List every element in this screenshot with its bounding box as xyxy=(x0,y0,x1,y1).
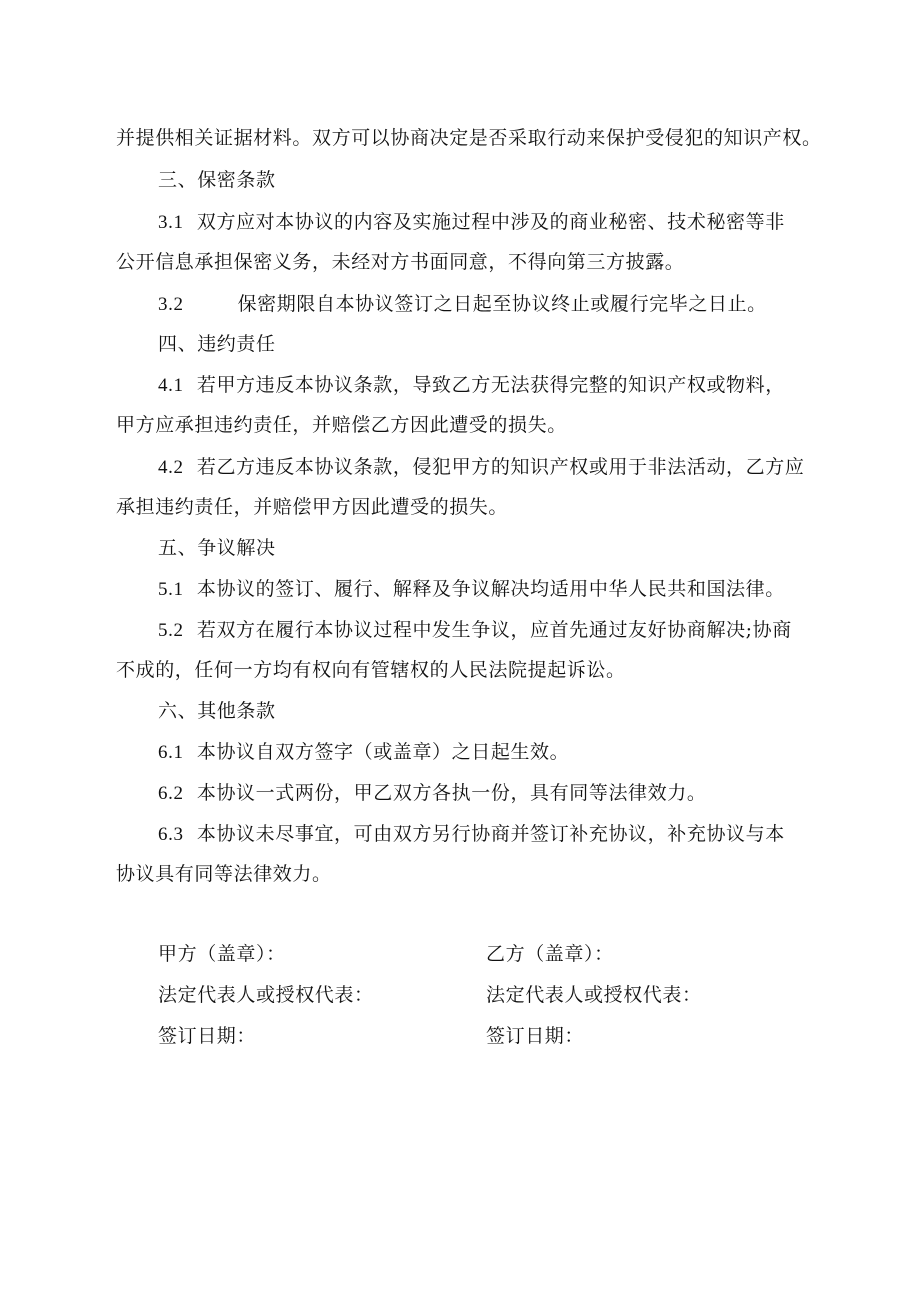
clause-3-1 xyxy=(158,210,785,235)
clause-text: 本协议未尽事宜，可由双方另行协商并签订补充协议，补充协议与本 xyxy=(196,823,785,845)
party-a-date-label: 签订日期： xyxy=(158,1025,257,1047)
section-heading-liability: 四、违约责任 xyxy=(158,333,276,355)
section-heading-confidentiality: 三、保密条款 xyxy=(158,169,276,191)
signature-row-representative xyxy=(0,983,920,1007)
clause-4-1-continuation: 甲方应承担违约责任，并赔偿乙方因此遭受的损失。 xyxy=(116,414,567,436)
section-heading-other: 六、其他条款 xyxy=(158,700,276,722)
clause-number: 5.2 xyxy=(158,620,184,641)
clause-3-1-continuation: 公开信息承担保密义务，未经对方书面同意，不得向第三方披露。 xyxy=(116,251,685,273)
party-b-date-label: 签订日期： xyxy=(486,1025,585,1047)
clause-text: 若双方在履行本协议过程中发生争议，应首先通过友好协商解决;协商 xyxy=(196,619,792,641)
party-b-representative-label: 法定代表人或授权代表： xyxy=(486,984,702,1006)
party-a-seal-label: 甲方（盖章）： xyxy=(158,943,286,965)
clause-number: 4.2 xyxy=(158,457,184,478)
clause-text: 本协议自双方签字（或盖章）之日起生效。 xyxy=(196,741,570,763)
clause-number: 5.1 xyxy=(158,579,184,600)
clause-number: 4.1 xyxy=(158,375,184,396)
clause-4-2 xyxy=(158,455,804,480)
clause-number: 6.2 xyxy=(158,783,184,804)
clause-5-1 xyxy=(158,577,785,602)
clause-6-2 xyxy=(158,781,706,806)
clause-text: 双方应对本协议的内容及实施过程中涉及的商业秘密、技术秘密等非 xyxy=(196,211,785,233)
clause-text: 若乙方违反本协议条款，侵犯甲方的知识产权或用于非法活动，乙方应 xyxy=(196,456,805,478)
clause-5-2 xyxy=(158,618,792,643)
clause-3-2 xyxy=(158,292,767,317)
clause-6-3 xyxy=(158,822,785,847)
clause-number: 6.3 xyxy=(158,824,184,845)
signature-row-date xyxy=(0,1024,920,1048)
clause-number: 6.1 xyxy=(158,742,184,763)
clause-4-1 xyxy=(158,373,785,398)
clause-text: 本协议一式两份，甲乙双方各执一份，具有同等法律效力。 xyxy=(196,782,707,804)
section-heading-dispute: 五、争议解决 xyxy=(158,537,276,559)
clause-number: 3.2 xyxy=(158,294,184,315)
party-a-representative-label: 法定代表人或授权代表： xyxy=(158,984,374,1006)
clause-text: 保密期限自本协议签订之日起至协议终止或履行完毕之日止。 xyxy=(237,293,767,315)
clause-6-3-continuation: 协议具有同等法律效力。 xyxy=(116,863,332,885)
clause-5-2-continuation: 不成的，任何一方均有权向有管辖权的人民法院提起诉讼。 xyxy=(116,659,626,681)
intro-continuation: 并提供相关证据材料。双方可以协商决定是否采取行动来保护受侵犯的知识产权。 xyxy=(116,127,822,149)
clause-number: 3.1 xyxy=(158,212,184,233)
clause-4-2-continuation: 承担违约责任，并赔偿甲方因此遭受的损失。 xyxy=(116,496,509,518)
clause-text: 本协议的签订、履行、解释及争议解决均适用中华人民共和国法律。 xyxy=(196,578,785,600)
party-b-seal-label: 乙方（盖章）： xyxy=(486,943,614,965)
clause-6-1 xyxy=(158,740,569,765)
clause-text: 若甲方违反本协议条款，导致乙方无法获得完整的知识产权或物料， xyxy=(196,374,785,396)
signature-row-seal xyxy=(0,942,920,966)
